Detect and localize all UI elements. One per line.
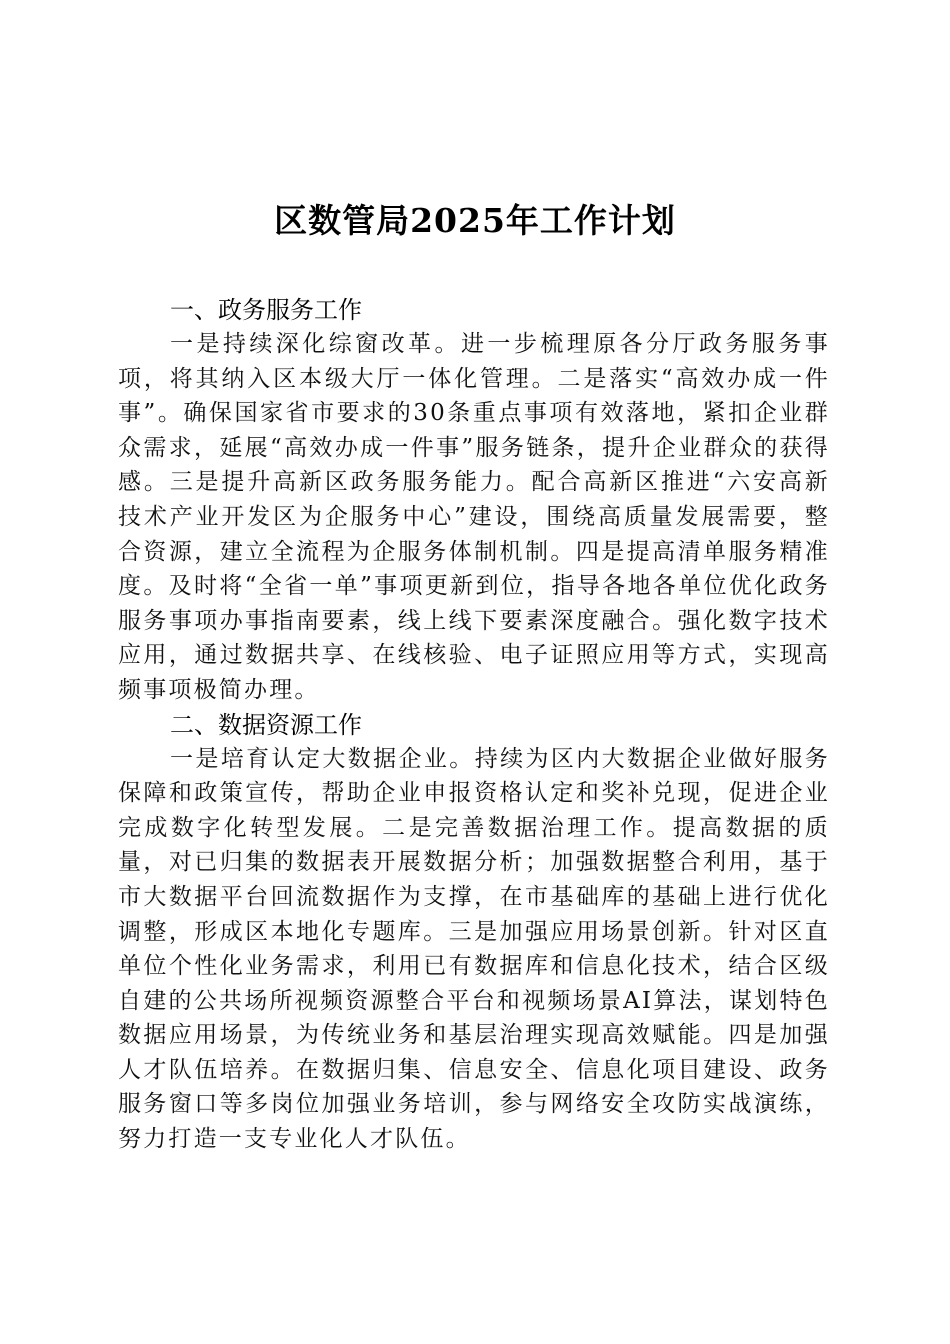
document-body xyxy=(118,293,830,1157)
section-heading: 二、数据资源工作 xyxy=(170,710,362,739)
section-government-services xyxy=(118,293,830,708)
section-paragraph: 一是持续深化综窗改革。进一步梳理原各分厅政务服务事项，将其纳入区本级大厅一体化管理。二是落实“高效办成一件事”。确保国家省市要求的30条重点事项有效落地，紧扣企业群众需求，延展“高效办成一件事”服务链条，提升企业群众的获得感。三是提升高新区政务服务能力。配合高新区推进“六安高新技术产业开发区为企服务中心”建设，围绕高质量发展需要，整合资源，建立全流程为企服务体制机制。四是提高清单服务精准度。及时将“全省一单”事项更新到位，指导各地各单位优化政务服务事项办事指南要素，线上线下要素深度融合。强化数字技术应用，通过数据共享、在线核验、电子证照应用等方式，实现高频事项极简办理。 xyxy=(118,331,830,703)
section-heading: 一、政务服务工作 xyxy=(170,296,362,324)
section-data-resources xyxy=(118,708,830,1157)
section-paragraph: 一是培育认定大数据企业。持续为区内大数据企业做好服务保障和政策宣传，帮助企业申报资格认定和奖补兑现，促进企业完成数字化转型发展。二是完善数据治理工作。提高数据的质量，对已归集的数据表开展数据分析；加强数据整合利用，基于市大数据平台回流数据作为支撑，在市基础库的基础上进行优化调整，形成区本地化专题库。三是加强应用场景创新。针对区直单位个性化业务需求，利用已有数据库和信息化技术，结合区级自建的公共场所视频资源整合平台和视频场景AI算法，谋划特色数据应用场景，为传统业务和基层治理实现高效赋能。四是加强人才队伍培养。在数据归集、信息安全、信息化项目建设、政务服务窗口等多岗位加强业务培训，参与网络安全攻防实战演练，努力打造一支专业化人才队伍。 xyxy=(118,745,830,1153)
document-title: 区数管局2025年工作计划 xyxy=(274,201,676,240)
